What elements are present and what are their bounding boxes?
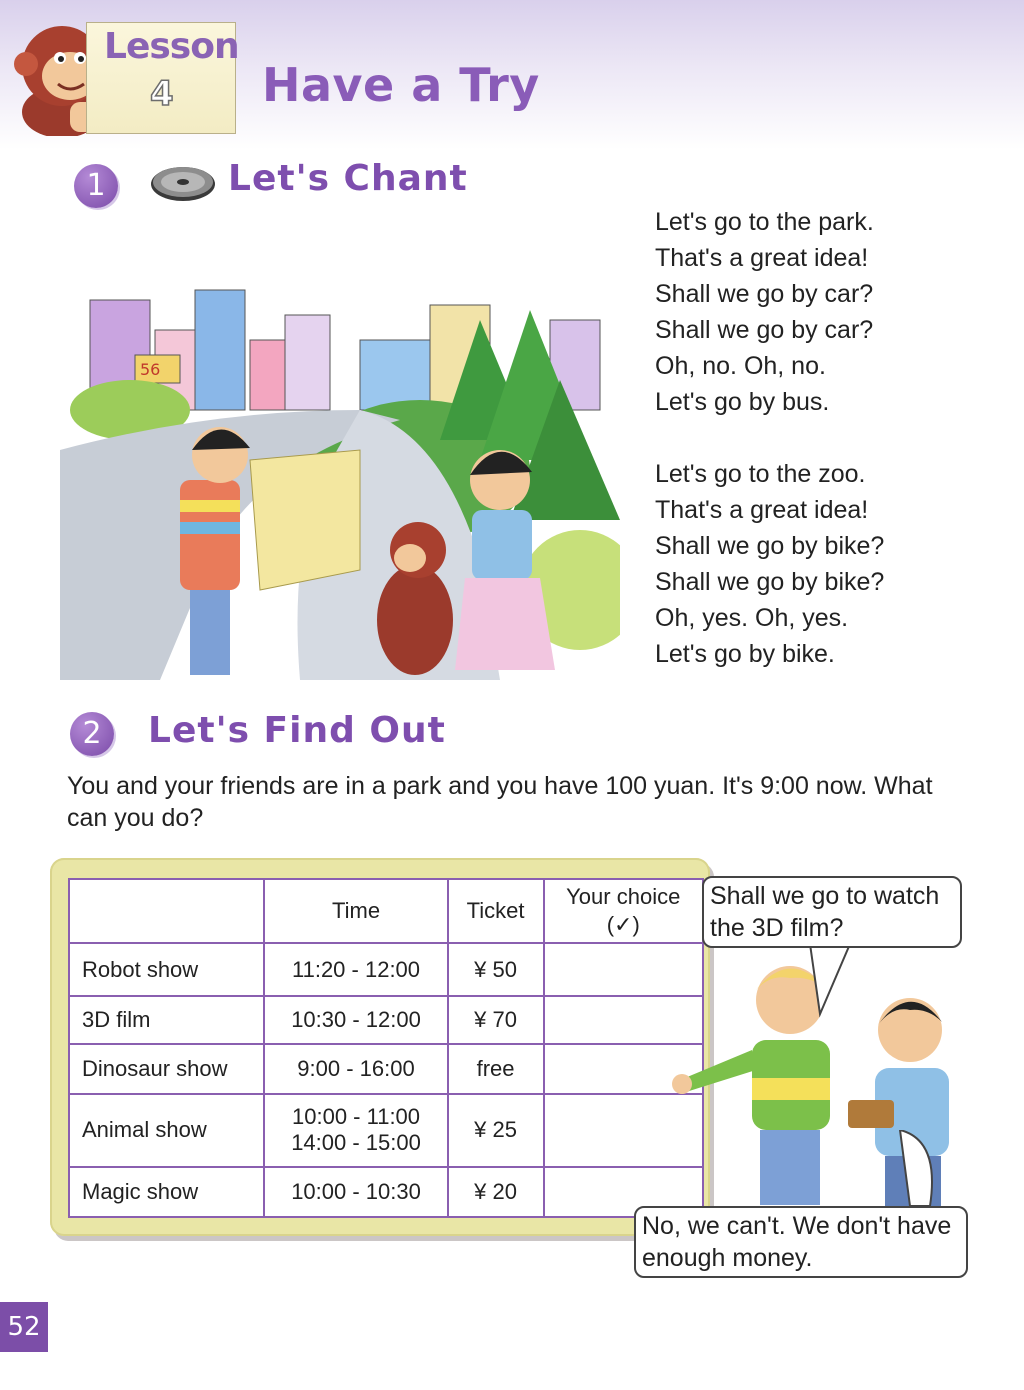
chant-line: That's a great idea! <box>655 244 869 272</box>
chant-line: Oh, no. Oh, no. <box>655 352 826 380</box>
table-header-row <box>69 879 703 943</box>
show-ticket: free <box>448 1044 544 1094</box>
show-time: 10:30 - 12:00 <box>264 996 447 1044</box>
speech-bubble-question: Shall we go to watch the 3D film? <box>702 876 962 948</box>
chant-line: Shall we go by car? <box>655 280 874 308</box>
chant-line: Shall we go by bike? <box>655 532 885 560</box>
bubble-tail <box>800 944 860 1024</box>
show-ticket: ¥ 50 <box>448 943 544 995</box>
show-time: 11:20 - 12:00 <box>264 943 447 995</box>
table-row <box>69 1044 703 1094</box>
show-name: Robot show <box>69 943 264 995</box>
bubble-tail <box>890 1130 950 1210</box>
show-time-line: 10:00 - 11:00 <box>292 1104 421 1130</box>
show-time-line: 14:00 - 15:00 <box>291 1130 421 1156</box>
chant-line: Let's go to the park. <box>655 208 874 236</box>
section-1-badge: 1 <box>74 164 118 208</box>
table-row <box>69 1094 703 1166</box>
table-header: Time <box>264 879 447 943</box>
show-name: Animal show <box>69 1094 264 1166</box>
speech-bubble-answer: No, we can't. We don't have enough money. <box>634 1206 968 1278</box>
park-map-illustration <box>60 260 620 680</box>
show-name: Dinosaur show <box>69 1044 264 1094</box>
chant-line: Oh, yes. Oh, yes. <box>655 604 849 632</box>
section-2-title: Let's Find Out <box>148 710 446 751</box>
section-2-badge: 2 <box>70 712 114 756</box>
table-header: Ticket <box>448 879 544 943</box>
cd-disc-icon <box>148 160 218 204</box>
show-ticket: ¥ 25 <box>448 1094 544 1166</box>
show-time <box>264 1094 447 1166</box>
show-time: 10:00 - 10:30 <box>264 1167 447 1217</box>
table-header: Your choice (✓) <box>544 879 704 943</box>
show-name: Magic show <box>69 1167 264 1217</box>
activity-intro: You and your friends are in a park and you have 100 yuan. It's 9:00 now. What can you do? <box>67 772 933 832</box>
chant-line: Shall we go by car? <box>655 316 874 344</box>
page-title: Have a Try <box>262 58 540 112</box>
show-ticket: ¥ 70 <box>448 996 544 1044</box>
table-header <box>69 879 264 943</box>
show-ticket: ¥ 20 <box>448 1167 544 1217</box>
section-1-title: Let's Chant <box>228 158 468 199</box>
bus-stop-sign-number: 56 <box>140 360 161 379</box>
table-row <box>69 943 703 995</box>
chant-line: Let's go by bike. <box>655 640 835 668</box>
show-schedule-table <box>68 878 704 1218</box>
chant-line: That's a great idea! <box>655 496 869 524</box>
lesson-number: 4 <box>150 74 174 114</box>
chant-line: Let's go by bus. <box>655 388 830 416</box>
page-number: 52 <box>0 1302 48 1352</box>
table-row <box>69 1167 703 1217</box>
table-row <box>69 996 703 1044</box>
chant-line: Let's go to the zoo. <box>655 460 866 488</box>
show-name: 3D film <box>69 996 264 1044</box>
chant-line: Shall we go by bike? <box>655 568 885 596</box>
show-time: 9:00 - 16:00 <box>264 1044 447 1094</box>
lesson-label: Lesson <box>104 26 239 67</box>
